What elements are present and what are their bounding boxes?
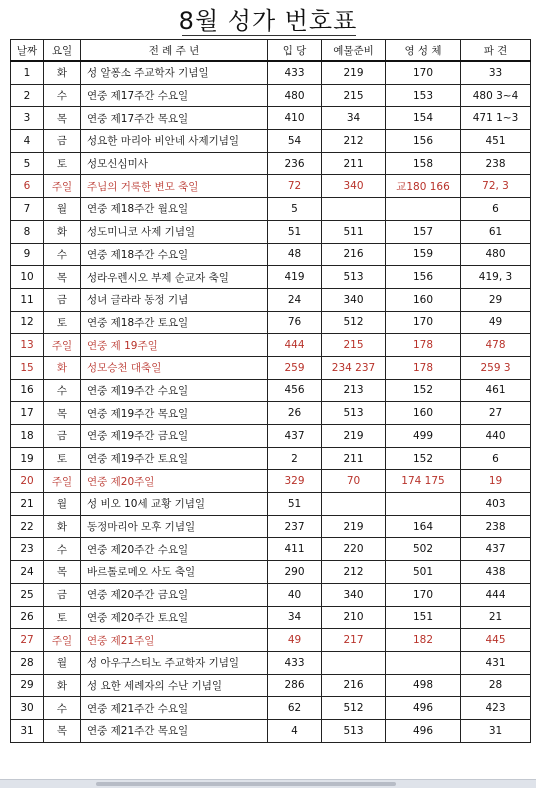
cell-date: 13: [11, 334, 44, 357]
cell-date: 31: [11, 719, 44, 742]
cell-entrance: 24: [268, 288, 322, 311]
cell-dismissal: 19: [461, 470, 531, 493]
table-row: [11, 84, 531, 107]
cell-day: 금: [44, 130, 81, 153]
cell-entrance: 419: [268, 266, 322, 289]
cell-offertory: [322, 198, 386, 221]
cell-offertory: 234 237: [322, 356, 386, 379]
cell-day: 수: [44, 243, 81, 266]
cell-communion: [386, 493, 461, 516]
cell-communion: [386, 651, 461, 674]
cell-offertory: 513: [322, 402, 386, 425]
table-row: [11, 402, 531, 425]
cell-date: 3: [11, 107, 44, 130]
header-offertory: 예물준비: [322, 40, 386, 62]
cell-day: 목: [44, 402, 81, 425]
table-header-row: [11, 40, 531, 62]
cell-communion: 498: [386, 674, 461, 697]
cell-communion: 178: [386, 356, 461, 379]
cell-dismissal: 451: [461, 130, 531, 153]
cell-dismissal: 419, 3: [461, 266, 531, 289]
cell-day: 수: [44, 84, 81, 107]
cell-entrance: 290: [268, 561, 322, 584]
table-body: [11, 61, 531, 742]
cell-liturgy: 성 알퐁소 주교학자 기념일: [81, 61, 268, 84]
table-row: [11, 651, 531, 674]
cell-offertory: 210: [322, 606, 386, 629]
cell-day: 토: [44, 311, 81, 334]
cell-dismissal: 461: [461, 379, 531, 402]
cell-communion: 152: [386, 447, 461, 470]
cell-communion: 156: [386, 130, 461, 153]
cell-offertory: 217: [322, 629, 386, 652]
cell-offertory: 212: [322, 130, 386, 153]
table-row: [11, 334, 531, 357]
table-row: [11, 175, 531, 198]
table-row: [11, 697, 531, 720]
table-row: [11, 288, 531, 311]
cell-date: 15: [11, 356, 44, 379]
cell-day: 수: [44, 538, 81, 561]
table-row: [11, 606, 531, 629]
cell-communion: 154: [386, 107, 461, 130]
title-underline: [182, 35, 356, 36]
table-row: [11, 470, 531, 493]
cell-offertory: 511: [322, 220, 386, 243]
cell-day: 화: [44, 356, 81, 379]
cell-liturgy: 연중 제19주간 금요일: [81, 425, 268, 448]
cell-date: 8: [11, 220, 44, 243]
cell-communion: 156: [386, 266, 461, 289]
cell-entrance: 237: [268, 515, 322, 538]
cell-day: 주일: [44, 470, 81, 493]
cell-date: 27: [11, 629, 44, 652]
cell-day: 월: [44, 493, 81, 516]
cell-liturgy: 연중 제19주간 토요일: [81, 447, 268, 470]
header-day: 요일: [44, 40, 81, 62]
cell-entrance: 76: [268, 311, 322, 334]
table-row: [11, 515, 531, 538]
cell-date: 17: [11, 402, 44, 425]
cell-liturgy: 연중 제19주간 목요일: [81, 402, 268, 425]
cell-day: 목: [44, 266, 81, 289]
cell-liturgy: 성 비오 10세 교황 기념일: [81, 493, 268, 516]
cell-entrance: 456: [268, 379, 322, 402]
table-row: [11, 425, 531, 448]
cell-date: 9: [11, 243, 44, 266]
cell-date: 25: [11, 583, 44, 606]
cell-date: 6: [11, 175, 44, 198]
cell-day: 주일: [44, 175, 81, 198]
cell-dismissal: 480 3~4: [461, 84, 531, 107]
cell-dismissal: 238: [461, 515, 531, 538]
cell-liturgy: 성 요한 세례자의 수난 기념일: [81, 674, 268, 697]
cell-offertory: 340: [322, 583, 386, 606]
cell-offertory: 216: [322, 243, 386, 266]
cell-date: 22: [11, 515, 44, 538]
header-dismissal: 파 견: [461, 40, 531, 62]
cell-date: 20: [11, 470, 44, 493]
cell-communion: 160: [386, 402, 461, 425]
cell-liturgy: 연중 제17주간 목요일: [81, 107, 268, 130]
cell-liturgy: 성 아우구스티노 주교학자 기념일: [81, 651, 268, 674]
cell-offertory: 340: [322, 175, 386, 198]
cell-liturgy: 연중 제21주간 수요일: [81, 697, 268, 720]
cell-dismissal: 403: [461, 493, 531, 516]
cell-date: 16: [11, 379, 44, 402]
cell-dismissal: 72, 3: [461, 175, 531, 198]
cell-dismissal: 259 3: [461, 356, 531, 379]
cell-communion: 170: [386, 311, 461, 334]
cell-liturgy: 연중 제17주간 수요일: [81, 84, 268, 107]
cell-liturgy: 동정마리아 모후 기념일: [81, 515, 268, 538]
cell-entrance: 54: [268, 130, 322, 153]
cell-liturgy: 성요한 마리아 비안네 사제기념일: [81, 130, 268, 153]
cell-entrance: 34: [268, 606, 322, 629]
cell-entrance: 437: [268, 425, 322, 448]
cell-communion: 158: [386, 152, 461, 175]
table-row: [11, 356, 531, 379]
cell-day: 화: [44, 515, 81, 538]
cell-dismissal: 438: [461, 561, 531, 584]
cell-communion: 152: [386, 379, 461, 402]
cell-day: 목: [44, 107, 81, 130]
table-row: [11, 61, 531, 84]
cell-liturgy: 연중 제19주간 수요일: [81, 379, 268, 402]
cell-entrance: 72: [268, 175, 322, 198]
cell-liturgy: 성도미니코 사제 기념일: [81, 220, 268, 243]
cell-offertory: [322, 651, 386, 674]
cell-communion: 159: [386, 243, 461, 266]
cell-entrance: 410: [268, 107, 322, 130]
table-row: [11, 379, 531, 402]
cell-day: 토: [44, 606, 81, 629]
cell-date: 23: [11, 538, 44, 561]
cell-day: 월: [44, 198, 81, 221]
cell-date: 24: [11, 561, 44, 584]
cell-liturgy: 연중 제21주일: [81, 629, 268, 652]
cell-liturgy: 연중 제20주간 금요일: [81, 583, 268, 606]
cell-day: 수: [44, 379, 81, 402]
cell-offertory: 513: [322, 266, 386, 289]
cell-offertory: 212: [322, 561, 386, 584]
cell-dismissal: 431: [461, 651, 531, 674]
cell-communion: 502: [386, 538, 461, 561]
table-row: [11, 447, 531, 470]
cell-liturgy: 연중 제18주간 토요일: [81, 311, 268, 334]
cell-dismissal: 445: [461, 629, 531, 652]
cell-entrance: 40: [268, 583, 322, 606]
cell-communion: 170: [386, 583, 461, 606]
cell-dismissal: 33: [461, 61, 531, 84]
cell-offertory: 215: [322, 84, 386, 107]
cell-offertory: 219: [322, 425, 386, 448]
cell-date: 19: [11, 447, 44, 470]
cell-communion: 151: [386, 606, 461, 629]
cell-dismissal: 6: [461, 447, 531, 470]
cell-offertory: 211: [322, 152, 386, 175]
cell-liturgy: 주님의 거룩한 변모 축일: [81, 175, 268, 198]
header-communion: 영 성 체: [386, 40, 461, 62]
cell-date: 30: [11, 697, 44, 720]
cell-date: 29: [11, 674, 44, 697]
cell-dismissal: 27: [461, 402, 531, 425]
cell-dismissal: 480: [461, 243, 531, 266]
cell-offertory: 216: [322, 674, 386, 697]
table-row: [11, 243, 531, 266]
cell-day: 금: [44, 425, 81, 448]
cell-entrance: 411: [268, 538, 322, 561]
table-row: [11, 561, 531, 584]
header-date: 날짜: [11, 40, 44, 62]
cell-dismissal: 423: [461, 697, 531, 720]
cell-offertory: [322, 493, 386, 516]
cell-offertory: 215: [322, 334, 386, 357]
cell-dismissal: 21: [461, 606, 531, 629]
cell-communion: 496: [386, 697, 461, 720]
cell-date: 1: [11, 61, 44, 84]
cell-entrance: 26: [268, 402, 322, 425]
cell-date: 5: [11, 152, 44, 175]
cell-communion: 153: [386, 84, 461, 107]
table-row: [11, 152, 531, 175]
cell-date: 4: [11, 130, 44, 153]
cell-entrance: 286: [268, 674, 322, 697]
table-row: [11, 583, 531, 606]
table-row: [11, 538, 531, 561]
cell-offertory: 220: [322, 538, 386, 561]
table-row: [11, 674, 531, 697]
cell-communion: 교180 166: [386, 175, 461, 198]
cell-date: 28: [11, 651, 44, 674]
table-row: [11, 719, 531, 742]
cell-day: 화: [44, 674, 81, 697]
cell-entrance: 444: [268, 334, 322, 357]
cell-offertory: 34: [322, 107, 386, 130]
cell-communion: 174 175: [386, 470, 461, 493]
cell-communion: 501: [386, 561, 461, 584]
cell-liturgy: 연중 제20주간 수요일: [81, 538, 268, 561]
cell-day: 수: [44, 697, 81, 720]
cell-day: 목: [44, 561, 81, 584]
table-row: [11, 266, 531, 289]
cell-day: 월: [44, 651, 81, 674]
cell-entrance: 51: [268, 493, 322, 516]
cell-date: 21: [11, 493, 44, 516]
cell-communion: 178: [386, 334, 461, 357]
cell-dismissal: 31: [461, 719, 531, 742]
cell-communion: 157: [386, 220, 461, 243]
table-row: [11, 107, 531, 130]
cell-day: 금: [44, 288, 81, 311]
cell-communion: 164: [386, 515, 461, 538]
cell-entrance: 433: [268, 651, 322, 674]
table-row: [11, 220, 531, 243]
cell-offertory: 70: [322, 470, 386, 493]
cell-liturgy: 성라우렌시오 부제 순교자 축일: [81, 266, 268, 289]
cell-dismissal: 238: [461, 152, 531, 175]
cell-entrance: 236: [268, 152, 322, 175]
cell-liturgy: 연중 제 19주일: [81, 334, 268, 357]
cell-communion: 499: [386, 425, 461, 448]
table-row: [11, 198, 531, 221]
cell-entrance: 433: [268, 61, 322, 84]
cell-entrance: 4: [268, 719, 322, 742]
cell-date: 26: [11, 606, 44, 629]
cell-date: 2: [11, 84, 44, 107]
cell-dismissal: 28: [461, 674, 531, 697]
cell-dismissal: 49: [461, 311, 531, 334]
cell-day: 금: [44, 583, 81, 606]
cell-day: 주일: [44, 629, 81, 652]
cell-liturgy: 연중 제18주간 수요일: [81, 243, 268, 266]
table-row: [11, 311, 531, 334]
cell-entrance: 48: [268, 243, 322, 266]
cell-dismissal: 440: [461, 425, 531, 448]
cell-offertory: 512: [322, 311, 386, 334]
cell-communion: [386, 198, 461, 221]
hymn-number-table: [10, 39, 531, 743]
cell-dismissal: 478: [461, 334, 531, 357]
cell-dismissal: 61: [461, 220, 531, 243]
cell-offertory: 512: [322, 697, 386, 720]
cell-communion: 496: [386, 719, 461, 742]
cell-liturgy: 바르톨로메오 사도 축일: [81, 561, 268, 584]
cell-dismissal: 471 1~3: [461, 107, 531, 130]
cell-liturgy: 연중 제18주간 월요일: [81, 198, 268, 221]
header-entrance: 입 당: [268, 40, 322, 62]
cell-entrance: 62: [268, 697, 322, 720]
cell-date: 18: [11, 425, 44, 448]
cell-dismissal: 444: [461, 583, 531, 606]
cell-dismissal: 29: [461, 288, 531, 311]
cell-entrance: 259: [268, 356, 322, 379]
cell-entrance: 49: [268, 629, 322, 652]
cell-offertory: 213: [322, 379, 386, 402]
cell-entrance: 329: [268, 470, 322, 493]
cell-liturgy: 성모신심미사: [81, 152, 268, 175]
cell-liturgy: 연중 제20주간 토요일: [81, 606, 268, 629]
cell-communion: 170: [386, 61, 461, 84]
cell-day: 화: [44, 220, 81, 243]
cell-entrance: 2: [268, 447, 322, 470]
cell-date: 10: [11, 266, 44, 289]
header-liturgy: 전 례 주 년: [81, 40, 268, 62]
cell-offertory: 211: [322, 447, 386, 470]
cell-day: 목: [44, 719, 81, 742]
cell-dismissal: 437: [461, 538, 531, 561]
cell-day: 토: [44, 447, 81, 470]
table-row: [11, 130, 531, 153]
cell-entrance: 5: [268, 198, 322, 221]
cell-date: 7: [11, 198, 44, 221]
cell-date: 11: [11, 288, 44, 311]
scrollbar-thumb[interactable]: [96, 782, 396, 786]
cell-dismissal: 6: [461, 198, 531, 221]
page-title: 8월 성가 번호표: [178, 7, 358, 35]
cell-liturgy: 성녀 글라라 동정 기념: [81, 288, 268, 311]
cell-offertory: 513: [322, 719, 386, 742]
cell-liturgy: 연중 제20주일: [81, 470, 268, 493]
cell-day: 화: [44, 61, 81, 84]
cell-date: 12: [11, 311, 44, 334]
cell-entrance: 480: [268, 84, 322, 107]
cell-communion: 160: [386, 288, 461, 311]
cell-offertory: 219: [322, 61, 386, 84]
cell-day: 토: [44, 152, 81, 175]
cell-communion: 182: [386, 629, 461, 652]
cell-entrance: 51: [268, 220, 322, 243]
table-row: [11, 629, 531, 652]
cell-offertory: 340: [322, 288, 386, 311]
table-row: [11, 493, 531, 516]
cell-offertory: 219: [322, 515, 386, 538]
cell-liturgy: 성모승천 대축일: [81, 356, 268, 379]
cell-liturgy: 연중 제21주간 목요일: [81, 719, 268, 742]
cell-day: 주일: [44, 334, 81, 357]
